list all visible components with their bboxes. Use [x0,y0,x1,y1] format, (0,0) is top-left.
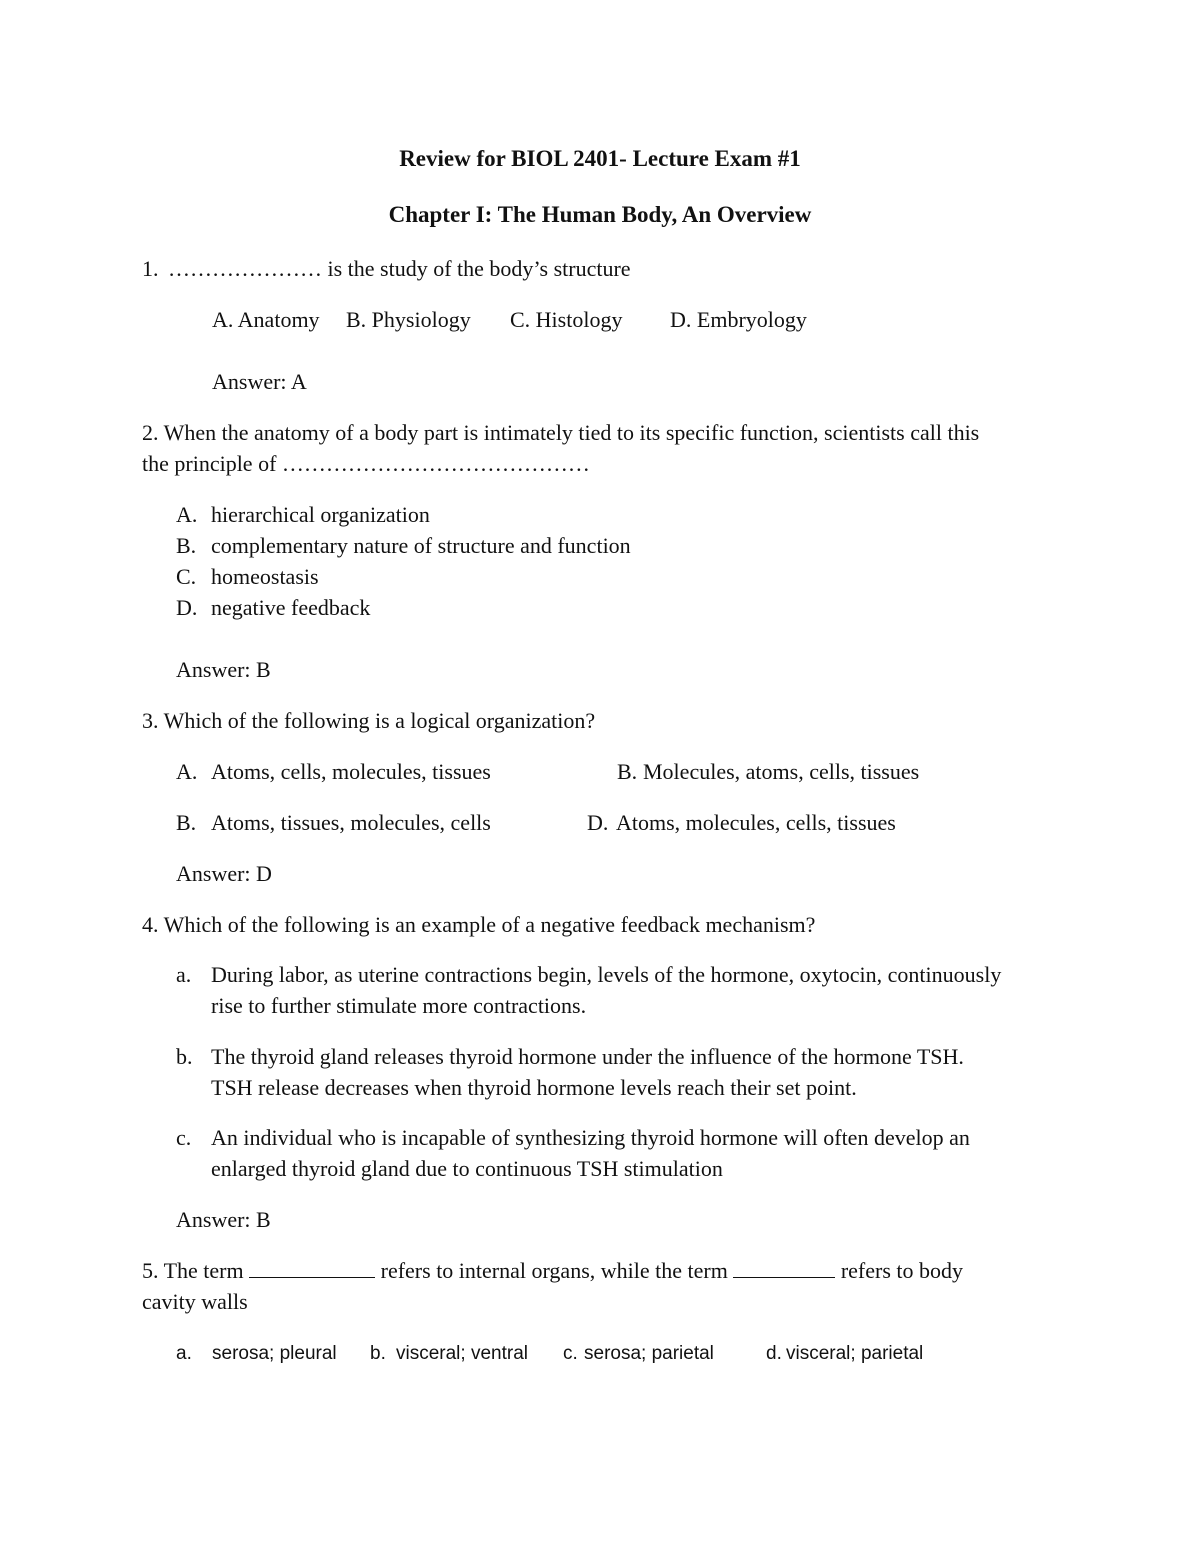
question-4-option-text-line2: enlarged thyroid gland due to continuous TSH stimulation [211,1156,723,1181]
question-1-option-b: B. Physiology [346,307,471,332]
fill-in-blank-1 [249,1259,375,1278]
question-2-option-letter: C. [176,564,197,589]
question-4-option-letter: a. [176,962,192,987]
question-2-text-line2: the principle of …………………………………… [142,451,590,476]
question-3-option-letter: B. [176,810,197,835]
question-2-text-line1: 2. When the anatomy of a body part is intimately tied to its specific function, scientists call this [142,420,980,445]
question-5-option-text: serosa; parietal [584,1343,714,1364]
question-4-option-text-line1: During labor, as uterine contractions begin, levels of the hormone, oxytocin, continuously [211,962,1002,987]
question-5-option-letter: c. [563,1343,578,1364]
question-4-answer: Answer: B [176,1207,271,1232]
question-5-text-part1: 5. The term [142,1258,244,1283]
question-2-option-letter: B. [176,533,197,558]
question-4-option-text-line2: TSH release decreases when thyroid hormone levels reach their set point. [211,1075,857,1100]
question-3-option-letter: D. [587,810,609,835]
question-4-option-letter: b. [176,1044,193,1069]
question-1-number: 1. [142,256,159,281]
question-3-text: 3. Which of the following is a logical organization? [142,708,596,733]
question-5-option-letter: b. [370,1343,386,1364]
question-5-text-part2: refers to internal organs, while the term [380,1258,728,1283]
question-2-option-text: hierarchical organization [211,502,430,527]
question-4-option-text-line2: rise to further stimulate more contractions. [211,993,587,1018]
question-2-option-letter: D. [176,595,198,620]
question-1-answer: Answer: A [212,369,307,394]
question-5-option-text: serosa; pleural [212,1343,337,1364]
question-3-option-letter: B. [617,759,638,784]
question-4-text: 4. Which of the following is an example of a negative feedback mechanism? [142,912,816,937]
question-2-answer: Answer: B [176,657,271,682]
question-2-option-text: negative feedback [211,595,371,620]
document-title: Review for BIOL 2401- Lecture Exam #1 [399,146,801,171]
chapter-heading: Chapter I: The Human Body, An Overview [388,202,812,227]
question-5-option-letter: d. [766,1343,782,1364]
question-3-option-text: Molecules, atoms, cells, tissues [643,759,920,784]
question-5-text-line1 [142,1258,963,1284]
question-1-option-d: D. Embryology [670,307,807,332]
question-3-option-text: Atoms, tissues, molecules, cells [211,810,491,835]
question-2-option-text: complementary nature of structure and function [211,533,631,558]
question-2-option-letter: A. [176,502,198,527]
question-1-text: ………………… is the study of the body’s structure [168,256,631,281]
question-3-option-text: Atoms, cells, molecules, tissues [211,759,491,784]
question-4-option-text-line1: An individual who is incapable of synthesizing thyroid hormone will often develop an [211,1125,970,1150]
question-4-option-text-line1: The thyroid gland releases thyroid hormone under the influence of the hormone TSH. [211,1044,964,1069]
question-5-option-text: visceral; parietal [786,1343,924,1364]
question-2-option-text: homeostasis [211,564,319,589]
question-3-option-text: Atoms, molecules, cells, tissues [616,810,896,835]
question-1-option-a: A. Anatomy [212,307,320,332]
question-3-answer: Answer: D [176,861,272,886]
question-1-option-c: C. Histology [510,307,623,332]
question-5-option-text: visceral; ventral [396,1343,528,1364]
question-5-text-part3: refers to body [840,1258,964,1283]
question-5-text-line2: cavity walls [142,1289,248,1314]
question-3-option-letter: A. [176,759,198,784]
question-4-option-letter: c. [176,1125,192,1150]
question-5-option-letter: a. [176,1343,192,1364]
fill-in-blank-2 [733,1259,835,1278]
